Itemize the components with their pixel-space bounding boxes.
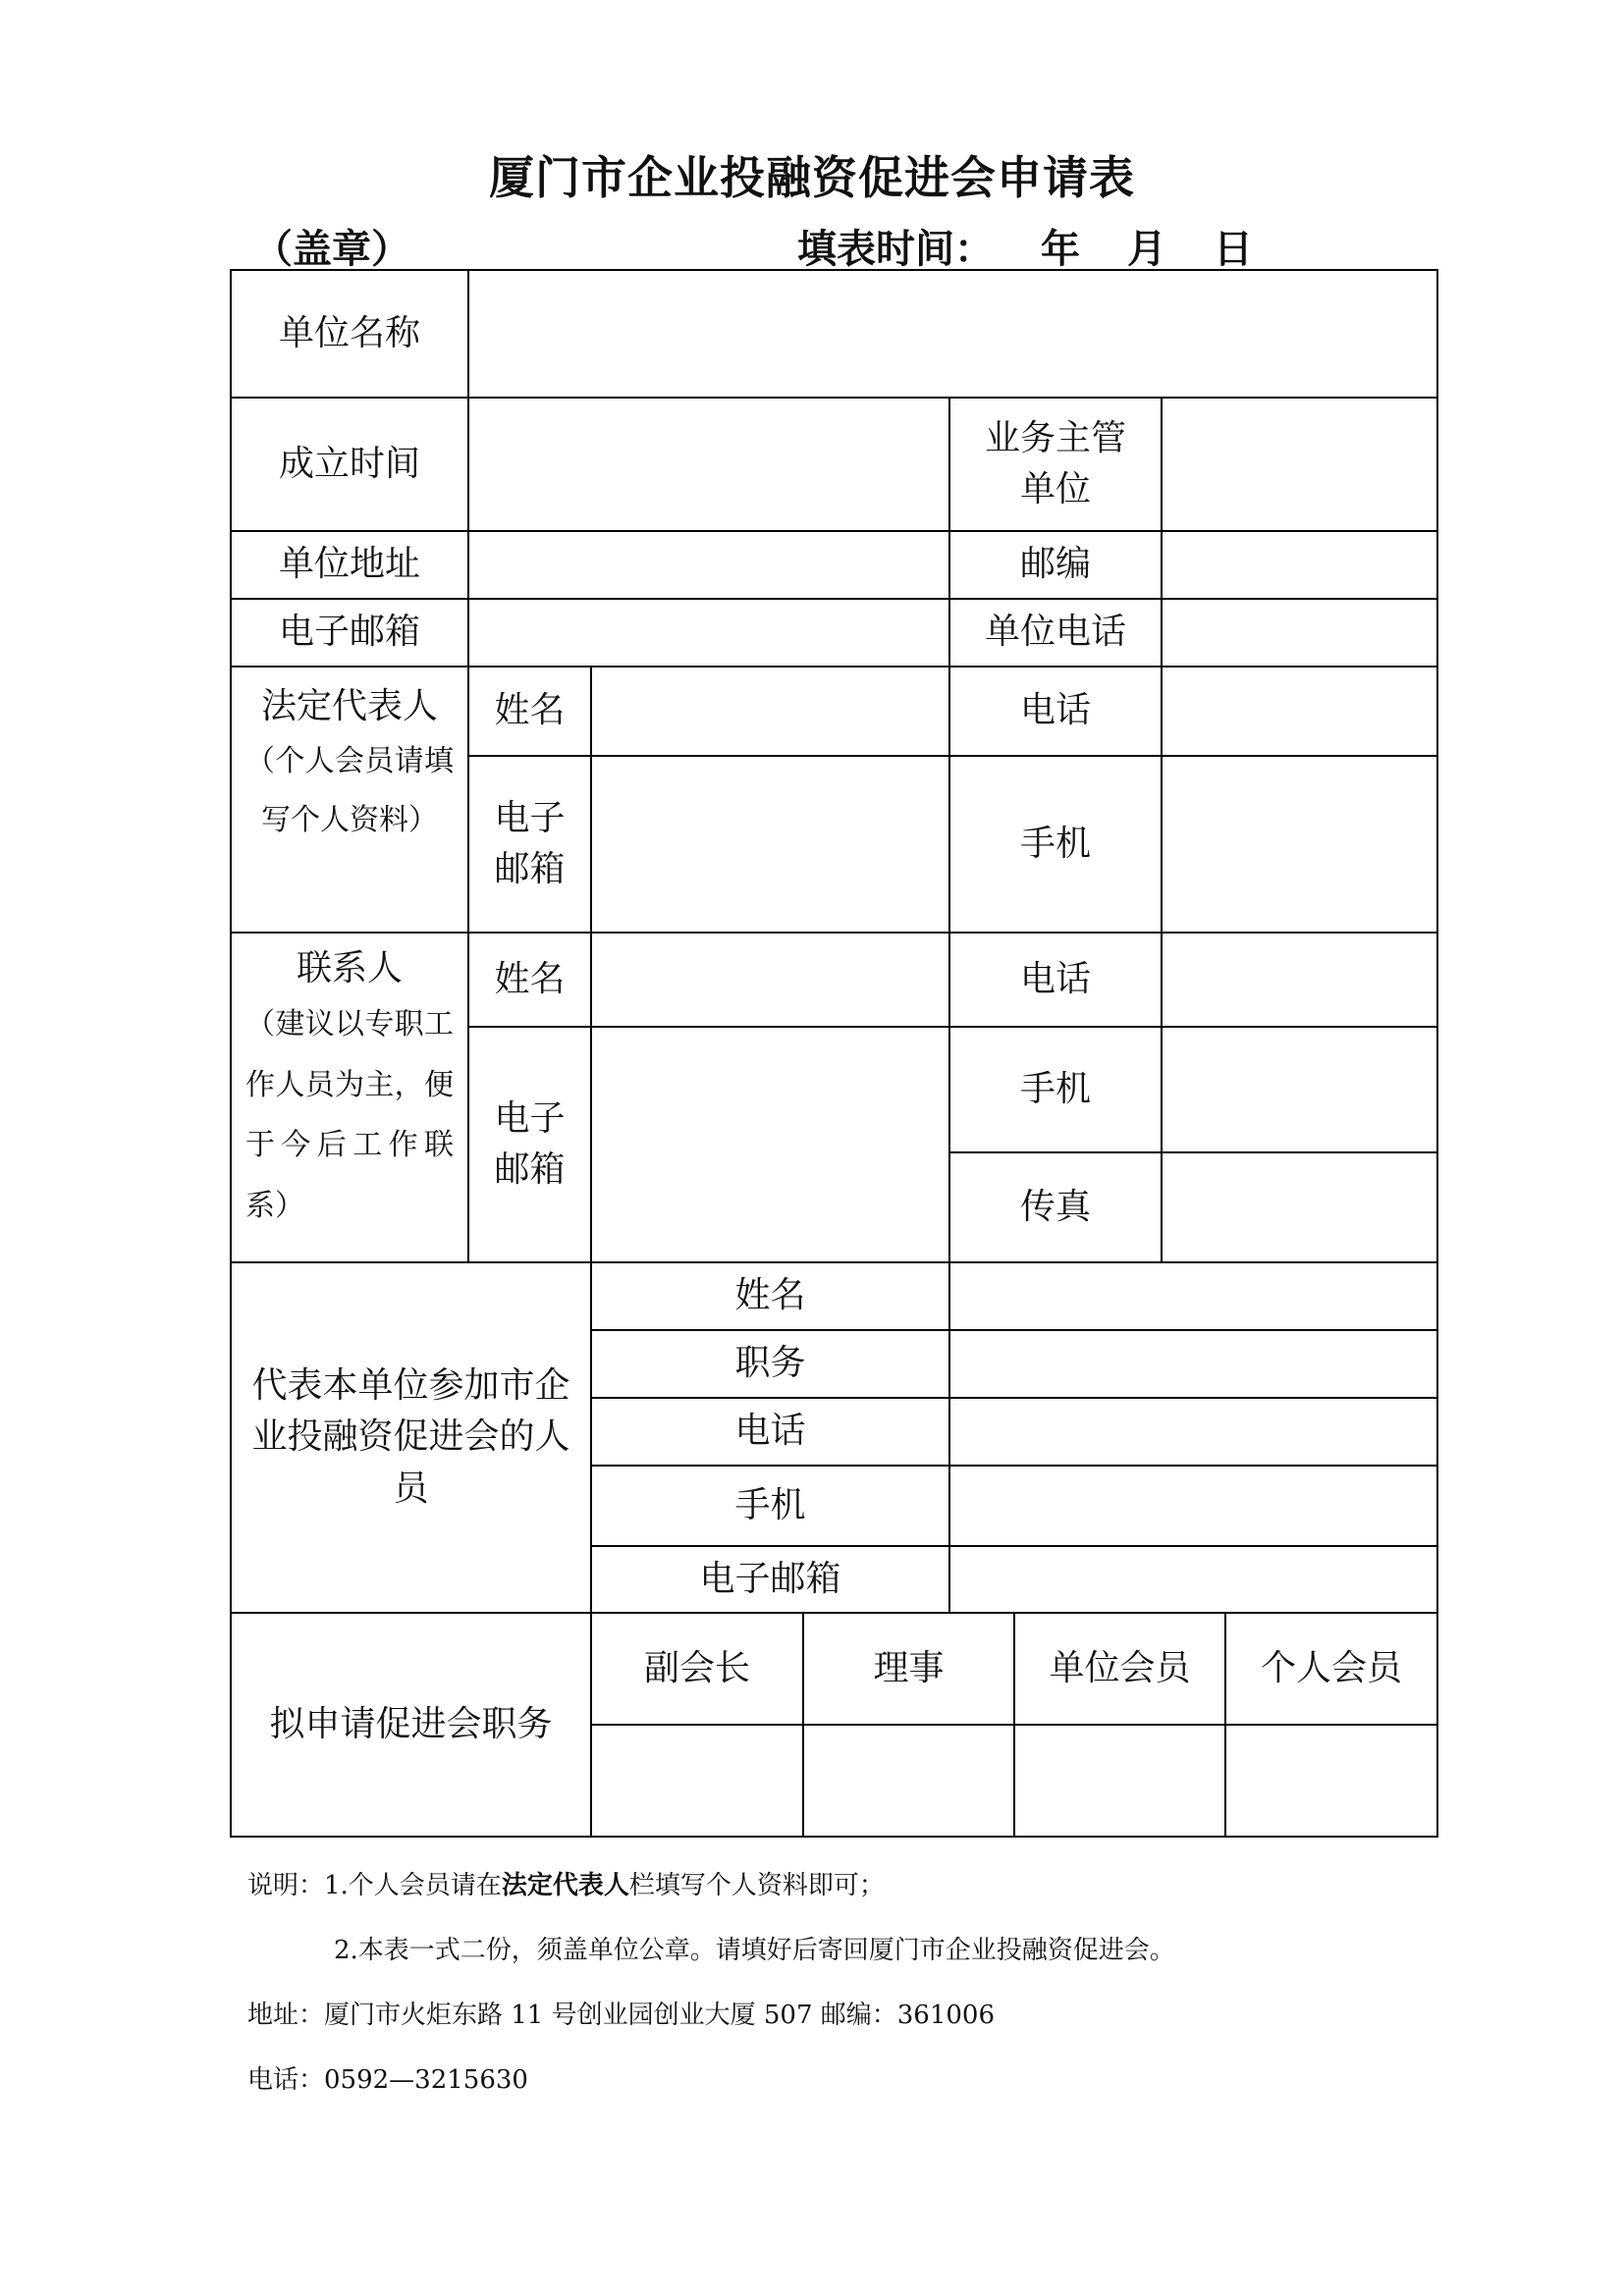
input-unit-name[interactable] (468, 270, 1437, 398)
label-unit-phone: 单位电话 (949, 599, 1162, 667)
input-address[interactable] (468, 531, 949, 599)
label-legal-rep-mobile: 手机 (949, 756, 1162, 933)
legal-rep-email-line2: 邮箱 (494, 849, 566, 889)
legal-rep-note: （个人会员请填写个人资料） (245, 744, 454, 838)
input-rep-email[interactable] (949, 1546, 1437, 1613)
label-legal-rep-phone: 电话 (949, 667, 1162, 756)
contact-email-line2: 邮箱 (494, 1149, 566, 1190)
input-authority[interactable] (1162, 398, 1437, 531)
label-authority (949, 398, 1162, 531)
input-contact-fax[interactable] (1162, 1152, 1437, 1262)
input-unit-phone[interactable] (1162, 599, 1437, 667)
label-rep-field: 手机 (591, 1466, 949, 1546)
note-address: 地址：厦门市火炬东路 11 号创业园创业大厦 507 邮编：361006 (247, 2001, 996, 2030)
input-postcode[interactable] (1162, 531, 1437, 599)
input-rep-title[interactable] (949, 1330, 1437, 1398)
contact-title: 联系人 (296, 948, 403, 988)
label-unit-name: 单位名称 (231, 270, 468, 398)
form-title: 厦门市企业投融资促进会申请表 (489, 151, 1135, 204)
label-rep-field: 职务 (591, 1330, 949, 1398)
note-1-prefix: 说明：1.个人会员请在 (247, 1871, 502, 1900)
input-established[interactable] (468, 398, 949, 531)
input-legal-rep-phone[interactable] (1162, 667, 1437, 756)
position-checkbox-vice-president[interactable] (592, 1726, 803, 1836)
input-legal-rep-mobile[interactable] (1162, 756, 1437, 933)
position-checkbox-director[interactable] (803, 1726, 1014, 1836)
input-rep-mobile[interactable] (949, 1466, 1437, 1546)
note-1-bold: 法定代表人 (501, 1871, 629, 1900)
note-2: 2.本表一式二份，须盖单位公章。请填好后寄回厦门市企业投融资促进会。 (334, 1936, 1175, 1965)
note-1 (247, 1873, 885, 1898)
position-checkbox-individual-member[interactable] (1225, 1726, 1436, 1836)
label-postcode: 邮编 (949, 531, 1162, 599)
position-option: 理事 (803, 1614, 1014, 1724)
position-option: 单位会员 (1014, 1614, 1225, 1724)
position-checkbox-unit-member[interactable] (1014, 1726, 1225, 1836)
label-contact-name: 姓名 (468, 933, 591, 1027)
label-address: 单位地址 (231, 531, 468, 599)
application-form-table (230, 269, 1438, 1838)
label-rep-field: 姓名 (591, 1262, 949, 1330)
label-legal-rep-email (468, 756, 591, 933)
legal-rep-title: 法定代表人 (260, 686, 438, 726)
input-contact-name[interactable] (591, 933, 949, 1027)
input-legal-rep-name[interactable] (591, 667, 949, 756)
fill-time (797, 218, 1253, 274)
label-rep-field: 电话 (591, 1398, 949, 1466)
note-1-suffix: 栏填写个人资料即可； (628, 1871, 885, 1900)
label-representative: 代表本单位参加市企业投融资促进会的人员 (231, 1262, 591, 1613)
label-authority-line1: 业务主管 (984, 417, 1126, 458)
input-contact-mobile[interactable] (1162, 1027, 1437, 1152)
position-option: 个人会员 (1261, 1647, 1403, 1688)
input-legal-rep-email[interactable] (591, 756, 949, 933)
label-legal-rep-name: 姓名 (468, 667, 591, 756)
input-rep-name[interactable] (949, 1262, 1437, 1330)
label-legal-rep (231, 667, 468, 933)
fill-time-year: 年 (1041, 227, 1080, 272)
label-email: 电子邮箱 (231, 599, 468, 667)
stamp-label: （盖章） (253, 227, 410, 272)
legal-rep-email-line1: 电子 (494, 797, 566, 838)
label-authority-line2: 单位 (1019, 469, 1091, 509)
position-checkbox-row (591, 1725, 1437, 1837)
label-established: 成立时间 (231, 398, 468, 531)
label-contact (231, 933, 468, 1262)
label-position: 拟申请促进会职务 (231, 1613, 591, 1837)
input-contact-email[interactable] (591, 1027, 949, 1262)
label-contact-phone: 电话 (949, 933, 1162, 1027)
label-rep-field: 电子邮箱 (591, 1546, 949, 1613)
position-options-row (591, 1613, 1437, 1725)
contact-note: （建议以专职工作人员为主，便于今后工作联系） (245, 1007, 454, 1223)
label-contact-fax: 传真 (949, 1152, 1162, 1262)
label-contact-mobile: 手机 (949, 1027, 1162, 1152)
label-contact-email (468, 1027, 591, 1262)
fill-time-label: 填表时间： (797, 227, 994, 272)
contact-email-line1: 电子 (494, 1097, 566, 1139)
input-rep-phone[interactable] (949, 1398, 1437, 1466)
input-contact-phone[interactable] (1162, 933, 1437, 1027)
position-option: 副会长 (592, 1614, 803, 1724)
note-phone: 电话：0592—3215630 (247, 2065, 528, 2095)
fill-time-day: 日 (1214, 227, 1253, 272)
fill-time-month: 月 (1127, 227, 1166, 272)
input-email[interactable] (468, 599, 949, 667)
